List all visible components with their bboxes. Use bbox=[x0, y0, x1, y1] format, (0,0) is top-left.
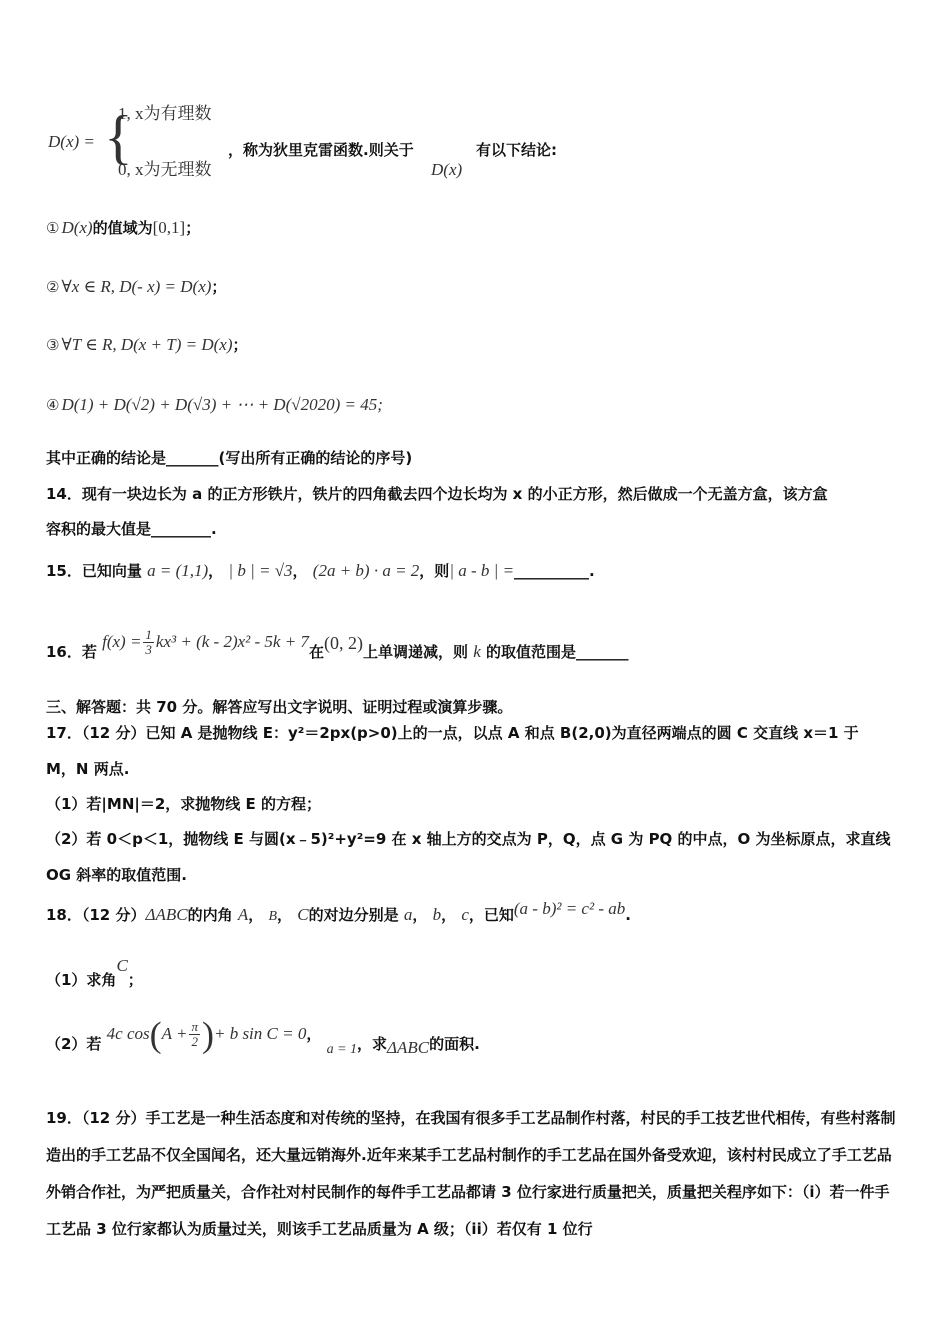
conclusion-line: 其中正确的结论是_______(写出所有正确的结论的序号) bbox=[46, 449, 413, 467]
q15-vector-a: a = (1,1) bbox=[147, 561, 209, 580]
statement-4 bbox=[46, 395, 904, 415]
q18-side-b: b bbox=[432, 905, 442, 924]
q18-part2-pi: π bbox=[191, 1019, 198, 1034]
q18-equation: (a - b)² = c² - ab bbox=[513, 899, 626, 918]
q18-part2-lparen: ( bbox=[149, 1014, 162, 1055]
q14-line1: 14．现有一块边长为 a 的正方形铁片，铁片的四角截去四个边长均为 x 的小正方形，然后做成一个无盖方盒，该方盒 bbox=[46, 485, 828, 503]
dirichlet-text: ，称为狄里克雷函数.则关于 bbox=[228, 141, 414, 159]
q18-part2-two: 2 bbox=[191, 1034, 198, 1049]
statement-3 bbox=[46, 335, 904, 355]
q16-prefix: 16．若 bbox=[46, 643, 97, 661]
q18-part2-triangle: ΔABC bbox=[387, 1038, 430, 1057]
q18-part2-rparen: ) bbox=[201, 1014, 214, 1055]
dirichlet-dx: D(x) bbox=[431, 160, 463, 179]
q18-text1: 的内角 bbox=[187, 906, 233, 924]
statement-tail: ； bbox=[211, 278, 227, 296]
q15-blank: __________. bbox=[514, 562, 595, 580]
statement-math: ∀x ∈ R, D(- x) = D(x) bbox=[61, 277, 212, 296]
q18-side-a: a bbox=[403, 905, 413, 924]
q18-part2-tail: 的面积. bbox=[429, 1035, 480, 1053]
q17-part2-line2: OG 斜率的取值范围. bbox=[46, 866, 187, 884]
q18-part2-text: （2）若 bbox=[46, 1035, 102, 1053]
q16-fraction bbox=[143, 628, 154, 657]
q18-part2-cos: 4c cos bbox=[106, 1024, 150, 1043]
q16-interval: (0, 2) bbox=[323, 633, 363, 653]
piecewise-case-irrational: 0, x为无理数 bbox=[118, 160, 212, 179]
q15-then: ，则 bbox=[419, 562, 450, 580]
piecewise-case-rational: 1, x为有理数 bbox=[118, 104, 212, 123]
q18-angle-b: B bbox=[268, 909, 278, 924]
q15-dot-condition: (2a + b) · a = 2 bbox=[312, 561, 420, 580]
statement-math: D(x) bbox=[61, 218, 93, 237]
statement-marker: ③ bbox=[46, 336, 60, 354]
q18-part1-c: C bbox=[116, 956, 128, 975]
statement-marker: ④ bbox=[46, 396, 60, 414]
statement-1 bbox=[46, 218, 904, 238]
q16-k: k bbox=[473, 642, 481, 661]
dirichlet-lhs: D(x) = bbox=[48, 132, 95, 151]
q18-part1-text: （1）求角 bbox=[46, 971, 117, 989]
q15-prefix: 15．已知向量 bbox=[46, 562, 142, 580]
q14-line2: 容积的最大值是________. bbox=[46, 520, 217, 538]
section-3-heading: 三、解答题：共 70 分。解答应写出文字说明、证明过程或演算步骤。 bbox=[46, 698, 513, 716]
statement-interval: [0,1] bbox=[152, 218, 186, 237]
q18-part2: （2）若 4c cos(A + $\frac{\pi}{2}$ )+ b sin C = 0， a = 1，求ΔABC的面积. bbox=[46, 1014, 480, 1057]
q18-side-c: c bbox=[461, 905, 469, 924]
dirichlet-text-tail: 有以下结论: bbox=[476, 141, 557, 159]
statement-tail: ； bbox=[232, 336, 248, 354]
q16-fraction-denominator: 3 bbox=[145, 642, 152, 657]
q18-part1-tail: ； bbox=[127, 971, 143, 989]
q17-line1: 17．（12 分）已知 A 是抛物线 E：y²＝2px(p>0)上的一点，以点 A 和点 B(2,0)为直径两端点的圆 C 交直线 x＝1 于 bbox=[46, 724, 859, 742]
q18-prefix: 18．（12 分） bbox=[46, 906, 146, 924]
q16-mid: 在 bbox=[308, 643, 324, 661]
q18-part1 bbox=[46, 956, 904, 990]
q16 bbox=[46, 627, 904, 666]
statement-marker: ② bbox=[46, 278, 60, 296]
statement-tail: ； bbox=[185, 219, 201, 237]
q15: 15．已知向量 a = (1,1)， | b | = √3， (2a + b) · a = 2，则| a - b | =__________. bbox=[46, 561, 595, 580]
q16-tail: 的取值范围是_______ bbox=[485, 643, 629, 661]
q18-text2: 的对边分别是 bbox=[308, 906, 399, 924]
q18-angle-a: A bbox=[237, 905, 249, 924]
q18-part2-fraction bbox=[189, 1020, 200, 1049]
q18-part2-angle: A + bbox=[161, 1024, 188, 1043]
q19-text: 19．（12 分）手工艺是一种生活态度和对传统的坚持，在我国有很多手工艺品制作村落，村民的手工技艺世代相传，有些村落制造出的手工艺品不仅全国闻名，还大量远销海外.近年来某手工艺品村制作的手工艺品在国外备受欢迎，该村村民成立了手工艺品外销合作社，为严把质量关，合作社对村民制作的每件手工艺品都请 3 位行家进行质量把关，质量把关程序如下：（i）若一件手工艺品 3 位行家都认为质量过关，则该手工艺品质量为 A 级；（ii）若仅有 1 位行 bbox=[46, 1109, 896, 1238]
statement-math: ∀T ∈ R, D(x + T) = D(x) bbox=[61, 335, 233, 354]
q16-function-rhs: kx³ + (k - 2)x² - 5k + 7 bbox=[155, 632, 309, 651]
q17-line2: M，N 两点. bbox=[46, 760, 130, 778]
dirichlet-definition bbox=[46, 100, 904, 190]
q17-part2-line1: （2）若 0＜p＜1，抛物线 E 与圆(x﹣5)²+y²=9 在 x 轴上方的交点为 P，Q，点 G 为 PQ 的中点，O 为坐标原点，求直线 bbox=[46, 830, 891, 848]
q16-mid2: 上单调递减，则 bbox=[362, 643, 468, 661]
q18-triangle: ΔABC bbox=[145, 905, 188, 924]
q18-part2-rest: + b sin C = 0 bbox=[213, 1024, 307, 1043]
q18-stem: 18．（12 分）ΔABC的内角 A， B， C的对边分别是 a， b， c，已知(a - b)² = c² - ab. bbox=[46, 899, 631, 924]
q18-part2-ask: ，求 bbox=[357, 1035, 388, 1053]
q16-function-lhs: f(x) = bbox=[102, 632, 142, 651]
statement-marker: ① bbox=[46, 219, 60, 237]
statement-text: 的值域为 bbox=[92, 219, 153, 237]
q15-target: | a - b | = bbox=[449, 561, 515, 580]
statement-2 bbox=[46, 277, 904, 297]
statement-math: D(1) + D(√2) + D(√3) + ⋯ + D(√2020) = 45; bbox=[61, 395, 383, 414]
q18-angle-c: C bbox=[297, 905, 309, 924]
q18-part2-a: a = 1 bbox=[326, 1042, 358, 1057]
q17-part1: （1）若|MN|＝2，求抛物线 E 的方程； bbox=[46, 795, 322, 813]
q18-text3: ，已知 bbox=[468, 906, 514, 924]
q15-norm-b: | b | = √3 bbox=[228, 561, 293, 580]
piecewise-brace: { bbox=[104, 104, 133, 170]
q16-fraction-numerator: 1 bbox=[145, 627, 152, 642]
